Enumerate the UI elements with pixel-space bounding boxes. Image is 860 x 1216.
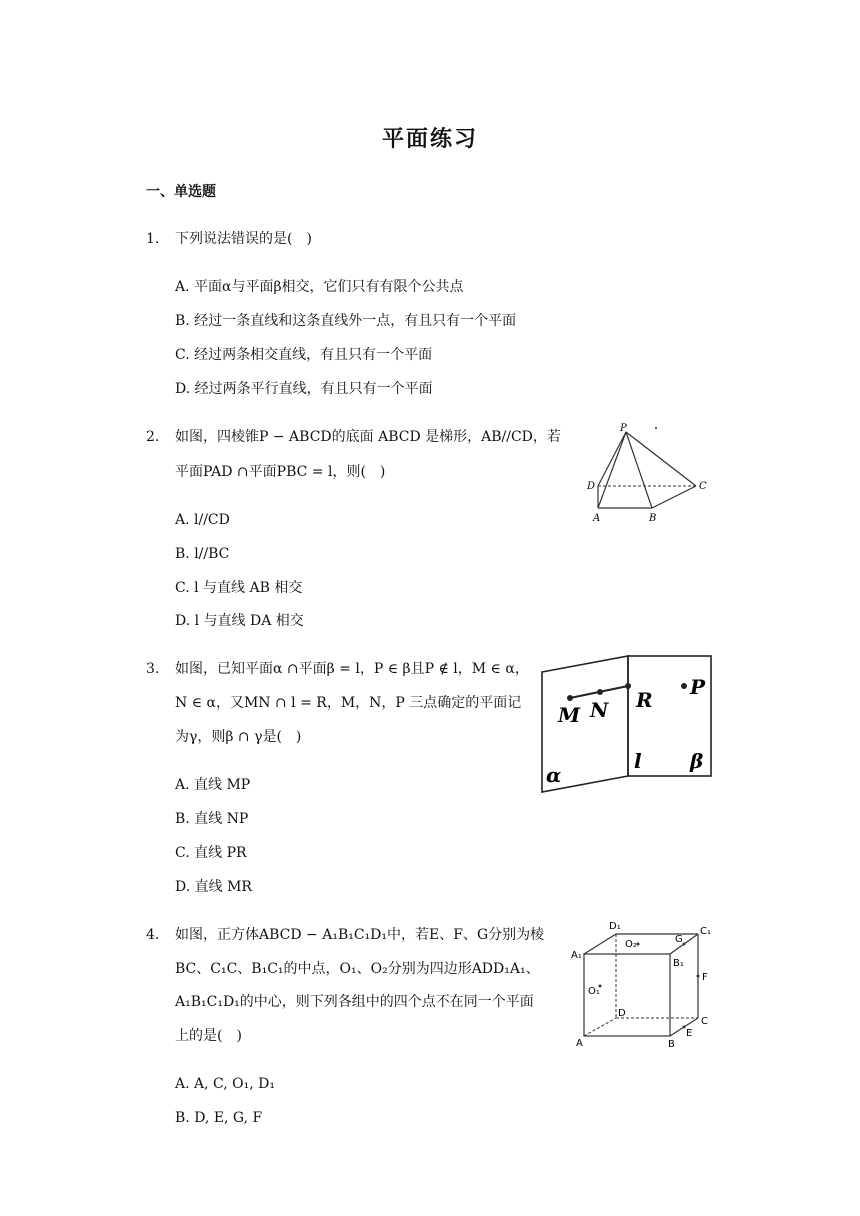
option-d: D. l 与直线 DA 相交: [175, 613, 304, 629]
option-c: C. 直线 PR: [175, 845, 247, 861]
question-number: 2.: [146, 429, 160, 445]
cube-figure: [568, 916, 723, 1054]
label-beta: β: [690, 749, 704, 773]
option-b: B. D, E, G, F: [175, 1110, 263, 1126]
label-b: B: [649, 513, 657, 524]
label-r: R: [636, 688, 653, 712]
label-a: A: [576, 1038, 583, 1049]
option-c: C. 经过两条相交直线，有且只有一个平面: [175, 347, 433, 363]
option-a: A. 平面α与平面β相交，它们只有有限个公共点: [175, 279, 464, 295]
label-g: G: [675, 934, 683, 945]
label-alpha: α: [546, 763, 562, 787]
label-e: E: [686, 1028, 693, 1039]
option-a: A. l//CD: [175, 512, 230, 528]
label-p: P: [690, 675, 706, 699]
label-d1: D₁: [609, 921, 621, 932]
pyramid-figure: [584, 420, 724, 530]
question-number: 4.: [146, 927, 160, 943]
label-l: l: [634, 749, 642, 773]
option-b: B. l//BC: [175, 546, 230, 562]
label-a: A: [593, 513, 601, 524]
question-text: 平面PAD ∩平面PBC = l，则( ): [175, 464, 386, 480]
label-n: N: [590, 698, 609, 722]
option-d: D. 直线 MR: [175, 879, 252, 895]
question-text: BC、C₁C、B₁C₁的中点，O₁、O₂分别为四边形ADD₁A₁、: [175, 961, 540, 977]
question-text: 为γ，则β ∩ γ是( ): [175, 729, 302, 745]
label-d: D: [618, 1008, 626, 1019]
option-a: A. 直线 MP: [175, 777, 251, 793]
option-b: B. 直线 NP: [175, 811, 249, 827]
question-number: 1.: [146, 231, 160, 247]
section-heading: 一、单选题: [146, 184, 216, 200]
question-text: 如图，已知平面α ∩平面β = l，P ∈ β且P ∉ l，M ∈ α，: [175, 661, 529, 677]
page-title: 平面练习: [381, 127, 478, 152]
label-a1: A₁: [571, 950, 582, 961]
label-c: C: [699, 481, 707, 492]
question-text: 下列说法错误的是( ): [175, 231, 312, 247]
planes-figure: [540, 654, 715, 796]
label-b1: B₁: [673, 958, 684, 969]
question-text: N ∈ α，又MN ∩ l = R，M，N，P 三点确定的平面记: [175, 695, 522, 711]
question-text: 如图，四棱锥P − ABCD的底面 ABCD 是梯形，AB//CD，若: [175, 429, 561, 445]
label-f: F: [702, 972, 708, 983]
option-b: B. 经过一条直线和这条直线外一点，有且只有一个平面: [175, 313, 517, 329]
question-number: 3.: [146, 661, 160, 677]
label-c: C: [701, 1016, 708, 1027]
label-p: P: [620, 423, 627, 434]
question-text: A₁B₁C₁D₁的中心，则下列各组中的四个点不在同一个平面: [175, 994, 534, 1010]
question-text: 如图，正方体ABCD − A₁B₁C₁D₁中，若E、F、G分别为棱: [175, 927, 545, 943]
label-o1: O₁: [588, 986, 600, 997]
label-c1: C₁: [700, 926, 711, 937]
label-d: D: [587, 481, 596, 492]
option-c: C. l 与直线 AB 相交: [175, 580, 303, 596]
label-m: M: [558, 703, 581, 727]
label-b: B: [668, 1039, 675, 1050]
option-a: A. A, C, O₁, D₁: [175, 1076, 275, 1092]
question-text: 上的是( ): [175, 1028, 242, 1044]
option-d: D. 经过两条平行直线，有且只有一个平面: [175, 381, 433, 397]
label-o2: O₂: [625, 939, 637, 950]
